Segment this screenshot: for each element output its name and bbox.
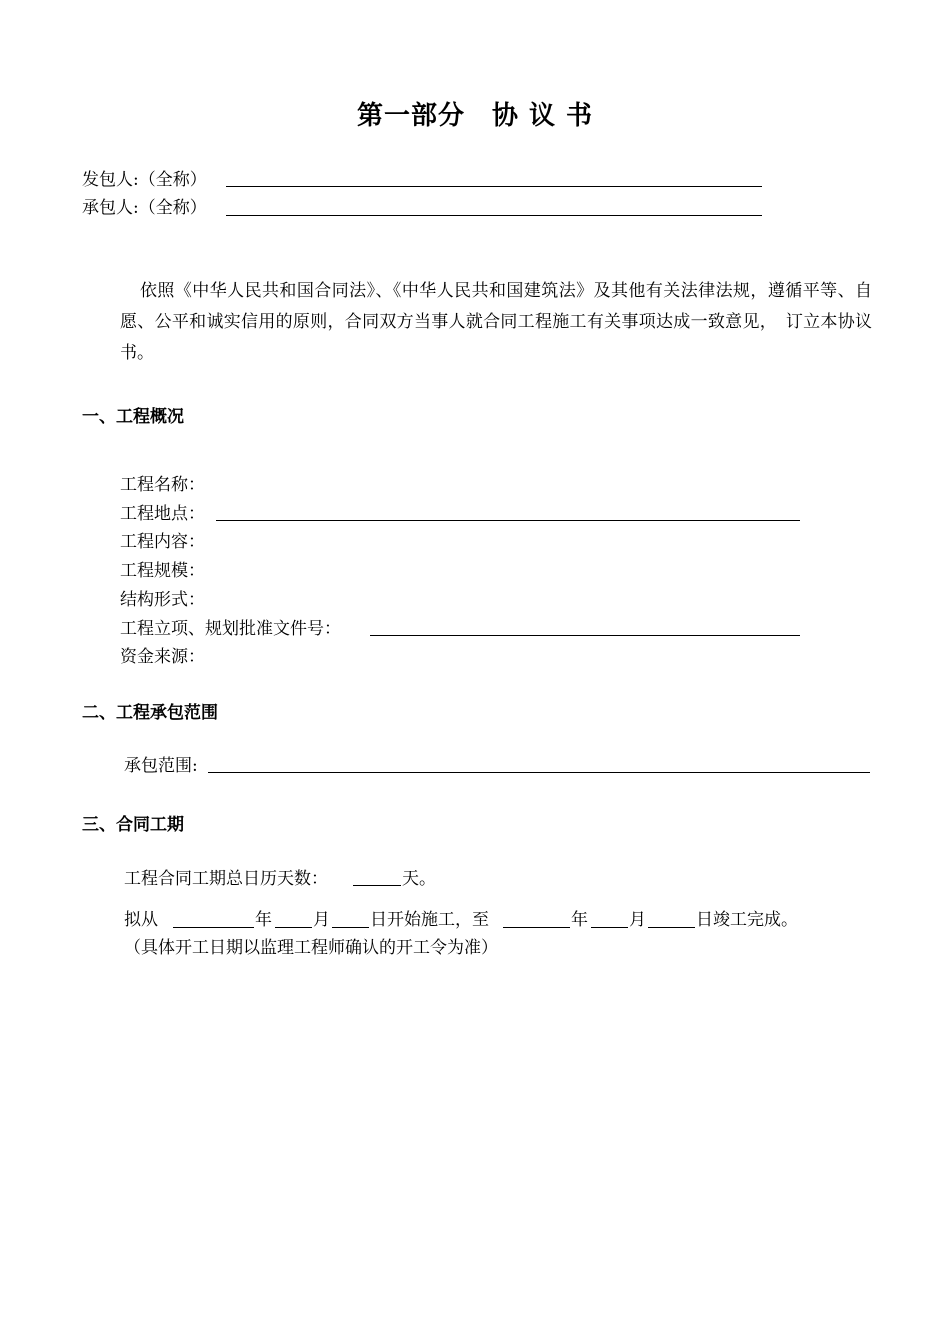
scope-field[interactable] [208,772,870,773]
project-content-label: 工程内容： [120,532,205,552]
end-day-field[interactable] [648,927,695,928]
start-year-unit: 年 [255,910,272,930]
employer-name-field[interactable] [226,186,762,187]
section-heading-duration: 三、合同工期 [82,815,184,835]
intro-paragraph: 依照《中华人民共和国合同法》、《中华人民共和国建筑法》及其他有关法律法规，遵循平等、自愿、公平和诚实信用的原则，合同双方当事人就合同工程施工有关事项达成一致意见， 订立本协议书。 [120,281,872,363]
funding-source-label: 资金来源： [120,647,205,667]
plan-prefix: 拟从 [124,910,158,930]
start-month-field[interactable] [275,927,312,928]
approval-number-field[interactable] [370,635,800,636]
scope-label: 承包范围: [124,756,198,776]
project-location-label: 工程地点： [120,504,205,524]
start-year-field[interactable] [173,927,254,928]
project-location-field[interactable] [216,520,800,521]
end-month-unit: 月 [629,910,646,930]
duration-days-field[interactable] [353,885,401,886]
structure-type-label: 结构形式： [120,590,205,610]
project-scale-label: 工程规模： [120,561,205,581]
contractor-name-field[interactable] [226,215,762,216]
end-day-text: 日竣工完成。 [696,910,798,930]
start-day-text: 日开始施工，至 [370,910,489,930]
section-heading-overview: 一、工程概况 [82,407,184,427]
page-title: 第一部分 协 议 书 [356,101,594,131]
duration-days-prefix: 工程合同工期总日历天数： [124,869,328,889]
approval-number-label: 工程立项、规划批准文件号： [120,619,341,639]
start-month-unit: 月 [313,910,330,930]
end-month-field[interactable] [591,927,628,928]
start-day-field[interactable] [332,927,369,928]
start-date-note: （具体开工日期以监理工程师确认的开工令为准） [124,938,498,958]
project-name-label: 工程名称： [120,475,205,495]
end-year-unit: 年 [571,910,588,930]
section-heading-scope: 二、工程承包范围 [82,703,218,723]
contractor-label: 承包人:（全称） [82,198,207,218]
employer-label: 发包人:（全称） [82,170,207,190]
duration-days-suffix: 天。 [402,869,436,889]
end-year-field[interactable] [503,927,570,928]
